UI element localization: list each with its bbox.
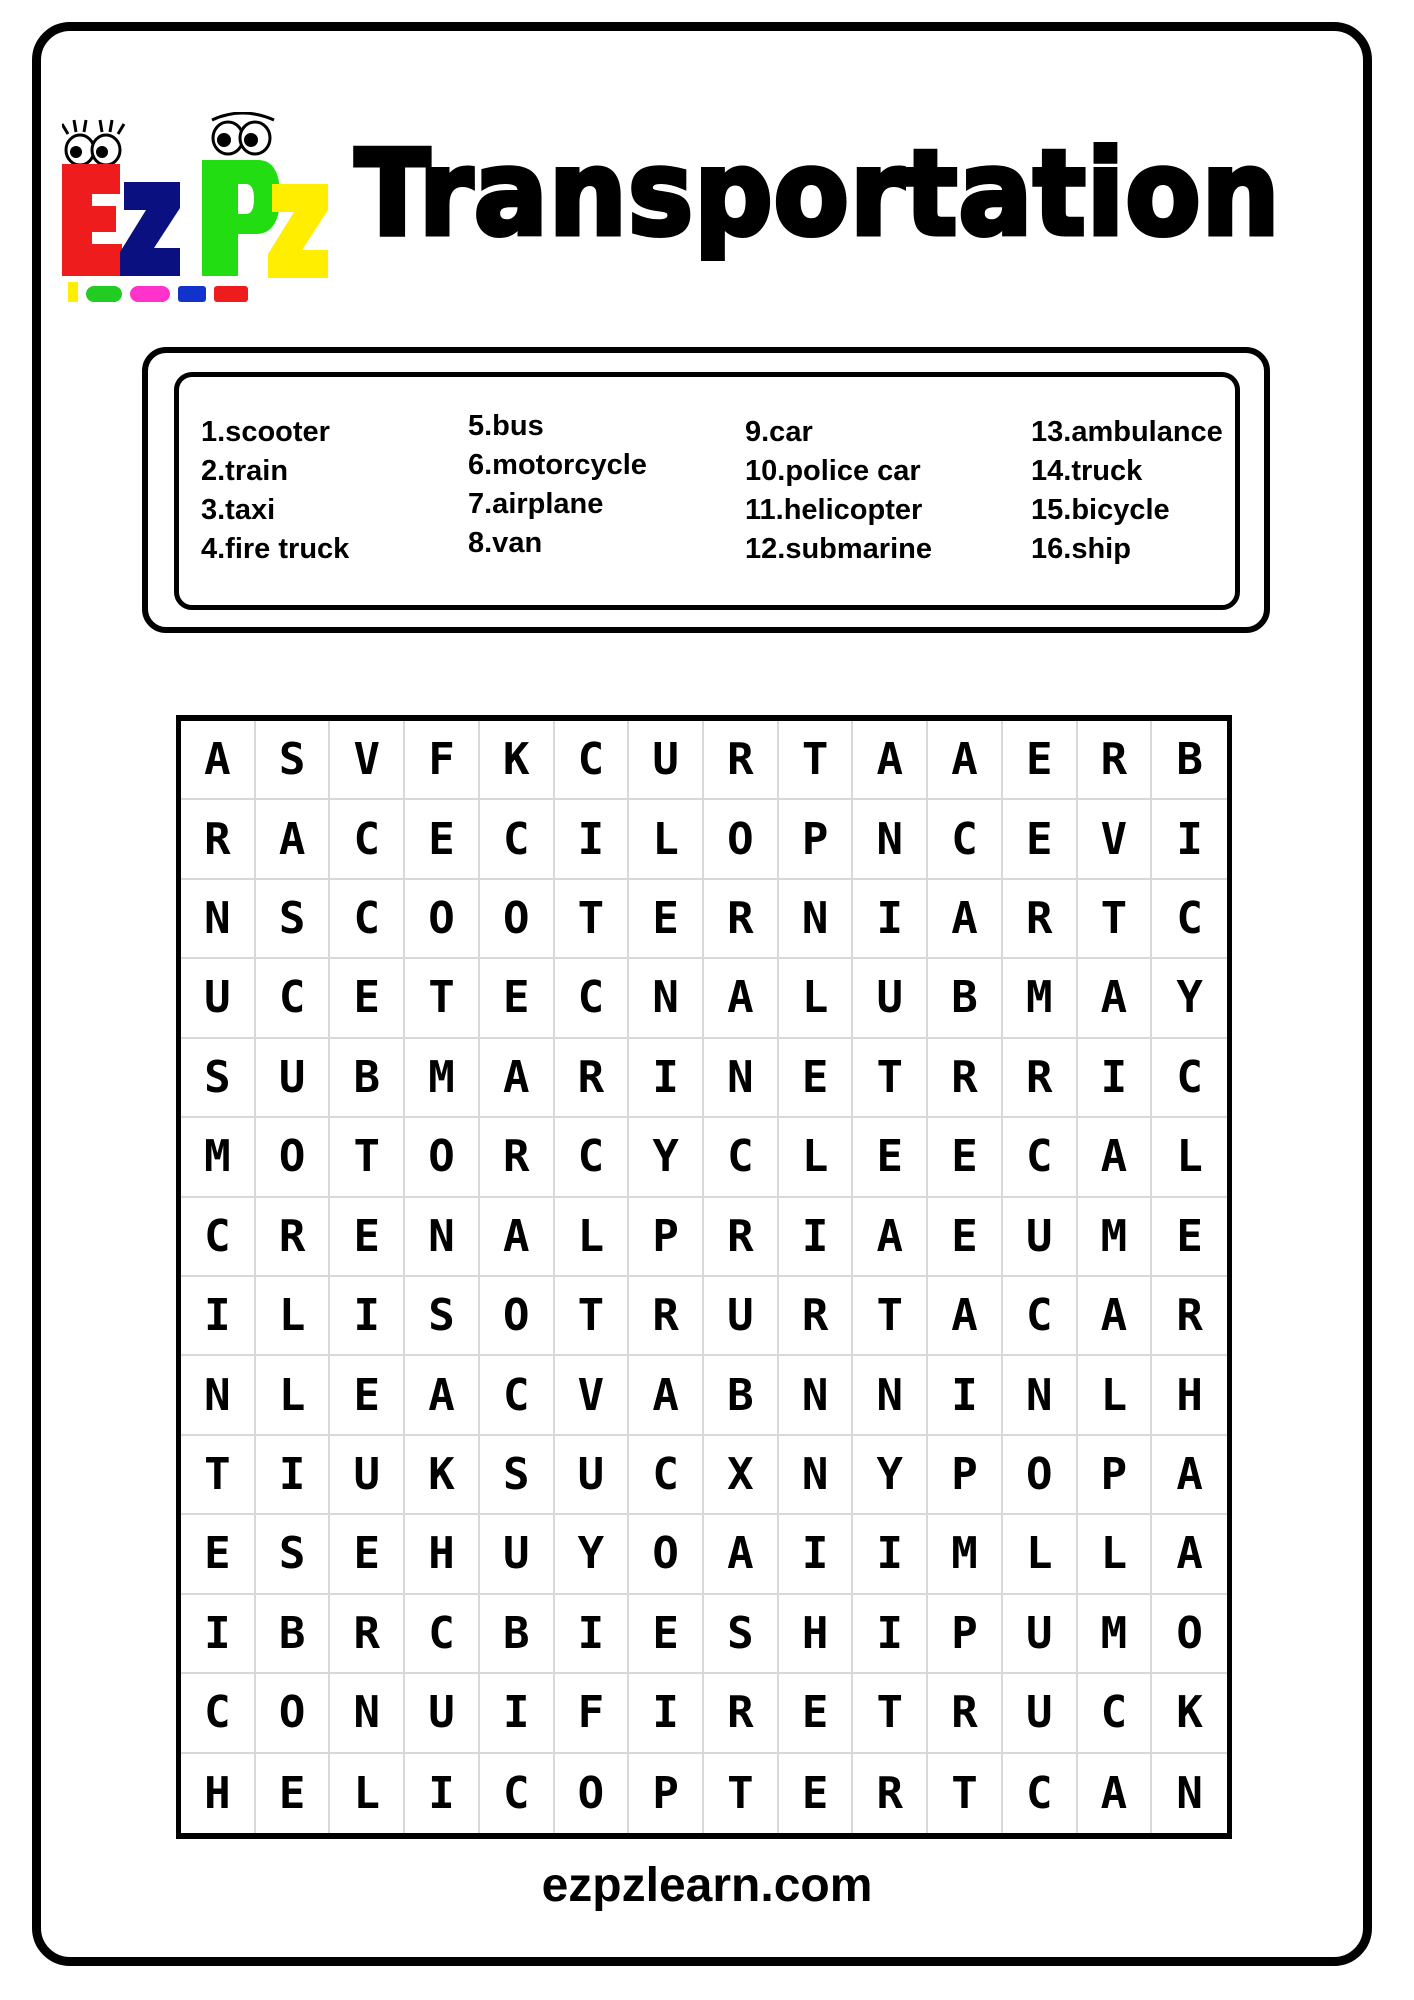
grid-cell[interactable]: R xyxy=(704,880,779,959)
grid-cell[interactable]: I xyxy=(256,1436,331,1515)
grid-cell[interactable]: L xyxy=(779,1118,854,1197)
grid-cell[interactable]: E xyxy=(779,1039,854,1118)
grid-cell[interactable]: R xyxy=(1152,1277,1227,1356)
grid-cell[interactable]: I xyxy=(853,1595,928,1674)
grid-cell[interactable]: U xyxy=(330,1436,405,1515)
word-item: 11.helicopter xyxy=(745,494,923,526)
grid-cell[interactable]: O xyxy=(480,1277,555,1356)
grid-cell[interactable]: E xyxy=(629,1595,704,1674)
grid-cell[interactable]: R xyxy=(1078,721,1153,800)
grid-cell[interactable]: P xyxy=(928,1595,1003,1674)
grid-cell[interactable]: E xyxy=(1003,721,1078,800)
word-item: 9.car xyxy=(745,416,813,448)
grid-cell[interactable]: T xyxy=(853,1277,928,1356)
grid-cell[interactable]: R xyxy=(480,1118,555,1197)
word-list-column-1 xyxy=(201,413,349,569)
grid-cell[interactable]: U xyxy=(405,1674,480,1753)
grid-cell[interactable]: N xyxy=(1003,1356,1078,1435)
grid-cell[interactable]: M xyxy=(181,1118,256,1197)
grid-cell[interactable]: S xyxy=(480,1436,555,1515)
grid-cell[interactable]: E xyxy=(928,1198,1003,1277)
grid-cell[interactable]: K xyxy=(480,721,555,800)
grid-cell[interactable]: A xyxy=(1152,1436,1227,1515)
grid-cell[interactable]: I xyxy=(779,1515,854,1594)
grid-cell[interactable]: Y xyxy=(555,1515,630,1594)
grid-cell[interactable]: C xyxy=(480,1754,555,1833)
grid-cell[interactable]: I xyxy=(1078,1039,1153,1118)
grid-cell[interactable]: R xyxy=(704,721,779,800)
grid-cell[interactable]: C xyxy=(1078,1674,1153,1753)
grid-cell[interactable]: T xyxy=(928,1754,1003,1833)
grid-cell[interactable]: R xyxy=(928,1039,1003,1118)
grid-cell[interactable]: A xyxy=(704,1515,779,1594)
word-list-column-4 xyxy=(1031,413,1223,569)
grid-cell[interactable]: F xyxy=(405,721,480,800)
grid-cell[interactable]: B xyxy=(480,1595,555,1674)
word-item: 10.police car xyxy=(745,455,921,487)
grid-cell[interactable]: N xyxy=(181,880,256,959)
grid-cell[interactable]: R xyxy=(555,1039,630,1118)
grid-cell[interactable]: P xyxy=(629,1198,704,1277)
grid-cell[interactable]: N xyxy=(1176,1767,1203,1819)
grid-cell[interactable]: C xyxy=(330,880,405,959)
grid-cell[interactable]: A xyxy=(1152,1515,1227,1594)
grid-cell[interactable]: S xyxy=(181,1039,256,1118)
grid-cell[interactable]: U xyxy=(181,959,256,1038)
grid-cell[interactable]: E xyxy=(405,800,480,879)
grid-cell[interactable]: C xyxy=(555,721,630,800)
grid-cell[interactable]: R xyxy=(330,1595,405,1674)
grid-cell[interactable]: O xyxy=(555,1754,630,1833)
word-search-grid xyxy=(176,715,1232,1839)
word-item: 1.scooter xyxy=(201,416,330,448)
grid-cell[interactable]: H xyxy=(779,1595,854,1674)
grid-cell[interactable]: P xyxy=(779,800,854,879)
grid-cell[interactable]: K xyxy=(405,1436,480,1515)
grid-cell[interactable]: A xyxy=(704,959,779,1038)
grid-cell[interactable]: O xyxy=(405,1118,480,1197)
grid-cell[interactable]: V xyxy=(555,1356,630,1435)
worksheet-title: Transportation xyxy=(355,124,1281,262)
grid-cell[interactable]: E xyxy=(181,1515,256,1594)
grid-cell[interactable]: X xyxy=(704,1436,779,1515)
grid-cell[interactable]: E xyxy=(928,1118,1003,1197)
grid-cell[interactable]: T xyxy=(405,959,480,1038)
grid-cell[interactable]: S xyxy=(256,721,331,800)
grid-cell[interactable]: E xyxy=(330,1198,405,1277)
grid-cell[interactable]: T xyxy=(181,1436,256,1515)
grid-cell[interactable]: O xyxy=(405,880,480,959)
grid-cell[interactable]: M xyxy=(1078,1595,1153,1674)
grid-cell[interactable]: C xyxy=(480,800,555,879)
grid-cell[interactable]: Y xyxy=(853,1436,928,1515)
grid-cell[interactable]: N xyxy=(853,1356,928,1435)
grid-cell[interactable]: A xyxy=(928,721,1003,800)
grid-cell[interactable]: O xyxy=(704,800,779,879)
grid-cell[interactable]: I xyxy=(480,1674,555,1753)
grid-cell[interactable]: P xyxy=(928,1436,1003,1515)
grid-cell[interactable]: R xyxy=(853,1754,928,1833)
word-item: 6.motorcycle xyxy=(468,449,647,481)
grid-cell[interactable]: L xyxy=(330,1754,405,1833)
grid-cell[interactable]: N xyxy=(704,1039,779,1118)
grid-cell[interactable]: M xyxy=(1078,1198,1153,1277)
grid-cell[interactable]: T xyxy=(853,1674,928,1753)
grid-cell[interactable]: C xyxy=(704,1118,779,1197)
grid-cell[interactable]: N xyxy=(330,1674,405,1753)
grid-cell[interactable]: I xyxy=(853,880,928,959)
grid-cell[interactable]: R xyxy=(256,1198,331,1277)
grid-cell[interactable]: E xyxy=(1003,800,1078,879)
grid-cell[interactable]: M xyxy=(1003,959,1078,1038)
grid-cell[interactable]: B xyxy=(330,1039,405,1118)
grid-cell[interactable]: B xyxy=(928,959,1003,1038)
grid-cell[interactable]: U xyxy=(256,1039,331,1118)
word-item: 2.train xyxy=(201,455,289,487)
website-footer: ezpzlearn.com xyxy=(541,1859,873,1912)
grid-cell[interactable]: C xyxy=(1152,880,1227,959)
grid-cell[interactable]: N xyxy=(629,959,704,1038)
grid-cell[interactable]: E xyxy=(853,1118,928,1197)
grid-cell[interactable]: C xyxy=(480,1356,555,1435)
grid-cell[interactable]: E xyxy=(629,880,704,959)
word-item: 5.bus xyxy=(468,410,544,442)
logo-icon xyxy=(62,112,332,302)
grid-cell[interactable]: I xyxy=(555,800,630,879)
grid-cell[interactable]: E xyxy=(330,1515,405,1594)
grid-cell[interactable]: A xyxy=(405,1356,480,1435)
grid-cell[interactable]: A xyxy=(480,1039,555,1118)
grid-cell[interactable]: I xyxy=(1152,800,1227,879)
grid-cell[interactable]: O xyxy=(1152,1595,1227,1674)
grid-cell[interactable]: R xyxy=(629,1277,704,1356)
grid-cell[interactable]: I xyxy=(629,1039,704,1118)
grid-cell[interactable]: U xyxy=(629,721,704,800)
grid-cell[interactable]: C xyxy=(555,959,630,1038)
grid-cell[interactable]: H xyxy=(405,1515,480,1594)
grid-cell[interactable]: I xyxy=(928,1356,1003,1435)
word-item: 12.submarine xyxy=(745,533,932,565)
grid-cell[interactable]: R xyxy=(928,1674,1003,1753)
grid-cell[interactable]: E xyxy=(330,959,405,1038)
grid-cell[interactable]: L xyxy=(1078,1356,1153,1435)
grid-cell[interactable]: C xyxy=(405,1595,480,1674)
grid-cell[interactable]: N xyxy=(779,1356,854,1435)
grid-cell[interactable]: E xyxy=(779,1674,854,1753)
grid-cell[interactable]: K xyxy=(1152,1674,1227,1753)
grid-cell[interactable]: B xyxy=(1152,721,1227,800)
grid-cell[interactable]: A xyxy=(480,1198,555,1277)
grid-cell[interactable]: S xyxy=(256,1515,331,1594)
grid-cell[interactable]: L xyxy=(256,1356,331,1435)
grid-cell[interactable]: L xyxy=(629,800,704,879)
grid-cell[interactable]: C xyxy=(1003,1754,1078,1833)
grid-cell[interactable]: C xyxy=(181,1198,256,1277)
grid-cell[interactable]: M xyxy=(928,1515,1003,1594)
grid-cell[interactable]: F xyxy=(555,1674,630,1753)
grid-cell[interactable]: I xyxy=(405,1754,480,1833)
grid-cell[interactable]: R xyxy=(704,1198,779,1277)
grid-cell[interactable]: C xyxy=(1003,1277,1078,1356)
word-item: 16.ship xyxy=(1031,533,1131,565)
grid-cell[interactable]: T xyxy=(853,1039,928,1118)
grid-cell[interactable]: R xyxy=(704,1674,779,1753)
grid-cell[interactable]: O xyxy=(480,880,555,959)
grid-cell[interactable]: A xyxy=(1078,1754,1153,1833)
grid-cell[interactable]: I xyxy=(330,1277,405,1356)
grid-cell[interactable]: C xyxy=(256,959,331,1038)
grid-cell[interactable]: A xyxy=(853,721,928,800)
grid-cell[interactable]: B xyxy=(704,1356,779,1435)
grid-cell[interactable]: N xyxy=(181,1356,256,1435)
grid-cell[interactable]: H xyxy=(181,1754,256,1833)
grid-cell[interactable]: H xyxy=(1152,1356,1227,1435)
grid-cell[interactable]: T xyxy=(555,1277,630,1356)
grid-cell[interactable]: I xyxy=(779,1198,854,1277)
grid-cell[interactable]: I xyxy=(555,1595,630,1674)
grid-cell[interactable]: E xyxy=(330,1356,405,1435)
ezpz-learn-logo xyxy=(62,112,332,302)
grid-cell[interactable]: O xyxy=(1003,1436,1078,1515)
grid-cell[interactable]: A xyxy=(853,1198,928,1277)
grid-cell[interactable]: U xyxy=(480,1515,555,1594)
grid-cell[interactable]: A xyxy=(1078,959,1153,1038)
grid-cell[interactable]: T xyxy=(555,880,630,959)
grid-cell[interactable]: E xyxy=(779,1754,854,1833)
word-item: 13.ambulance xyxy=(1031,416,1223,448)
grid-cell[interactable]: A xyxy=(629,1356,704,1435)
grid-cell[interactable]: C xyxy=(555,1118,630,1197)
grid-cell[interactable]: A xyxy=(181,721,256,800)
grid-cell[interactable]: C xyxy=(629,1436,704,1515)
grid-cell[interactable]: A xyxy=(256,800,331,879)
word-item: 3.taxi xyxy=(201,494,276,526)
grid-cell[interactable]: Y xyxy=(1152,959,1227,1038)
grid-cell[interactable]: S xyxy=(704,1595,779,1674)
grid-cell[interactable]: N xyxy=(405,1198,480,1277)
grid-cell[interactable]: R xyxy=(1003,880,1078,959)
grid-cell[interactable]: O xyxy=(256,1118,331,1197)
grid-cell[interactable]: A xyxy=(1078,1277,1153,1356)
grid-cell[interactable]: C xyxy=(181,1674,256,1753)
grid-cell[interactable]: I xyxy=(853,1515,928,1594)
grid-cell[interactable]: U xyxy=(1003,1198,1078,1277)
word-list-column-2 xyxy=(468,407,647,563)
grid-cell[interactable]: U xyxy=(1003,1674,1078,1753)
grid-cell[interactable]: V xyxy=(330,721,405,800)
grid-cell[interactable]: T xyxy=(779,721,854,800)
grid-cell[interactable]: C xyxy=(1003,1118,1078,1197)
grid-cell[interactable]: I xyxy=(181,1277,256,1356)
grid-cell[interactable]: S xyxy=(405,1277,480,1356)
grid-cell[interactable]: C xyxy=(928,800,1003,879)
grid-cell[interactable]: T xyxy=(330,1118,405,1197)
word-item: 7.airplane xyxy=(468,488,604,520)
grid-cell[interactable]: Y xyxy=(629,1118,704,1197)
grid-cell[interactable]: U xyxy=(555,1436,630,1515)
grid-cell[interactable]: T xyxy=(1078,880,1153,959)
grid-cell[interactable]: P xyxy=(629,1754,704,1833)
grid-cell[interactable]: O xyxy=(256,1674,331,1753)
grid-cell[interactable]: O xyxy=(629,1515,704,1594)
grid-cell[interactable]: I xyxy=(181,1595,256,1674)
grid-cell[interactable]: R xyxy=(181,800,256,879)
grid-cell[interactable]: A xyxy=(928,1277,1003,1356)
grid-cell[interactable]: E xyxy=(1152,1198,1227,1277)
grid-cell[interactable]: A xyxy=(928,880,1003,959)
grid-cell[interactable]: A xyxy=(1078,1118,1153,1197)
grid-cell[interactable]: E xyxy=(256,1754,331,1833)
grid-cell[interactable]: V xyxy=(1078,800,1153,879)
grid-cell[interactable]: R xyxy=(1003,1039,1078,1118)
word-item: 4.fire truck xyxy=(201,533,350,565)
grid-cell[interactable]: N xyxy=(779,880,854,959)
grid-cell[interactable]: M xyxy=(405,1039,480,1118)
grid-cell[interactable]: N xyxy=(779,1436,854,1515)
grid-cell[interactable]: U xyxy=(853,959,928,1038)
word-list-column-3 xyxy=(745,413,932,569)
grid-cell[interactable]: N xyxy=(853,800,928,879)
word-item: 8.van xyxy=(468,527,543,559)
grid-cell[interactable]: T xyxy=(704,1754,779,1833)
grid-cell[interactable]: P xyxy=(1078,1436,1153,1515)
grid-cell[interactable]: L xyxy=(256,1277,331,1356)
word-item: 15.bicycle xyxy=(1031,494,1170,526)
grid-cell[interactable]: I xyxy=(629,1674,704,1753)
grid-cell[interactable]: U xyxy=(1003,1595,1078,1674)
grid-cell[interactable]: B xyxy=(256,1595,331,1674)
word-item: 14.truck xyxy=(1031,455,1143,487)
grid-cell[interactable]: U xyxy=(704,1277,779,1356)
grid-cell[interactable]: L xyxy=(1003,1515,1078,1594)
grid-cell[interactable]: S xyxy=(256,880,331,959)
grid-cell[interactable]: C xyxy=(330,800,405,879)
grid-cell[interactable]: C xyxy=(1152,1039,1227,1118)
grid-cell[interactable]: L xyxy=(555,1198,630,1277)
grid-cell[interactable]: E xyxy=(480,959,555,1038)
grid-cell[interactable]: L xyxy=(779,959,854,1038)
grid-cell[interactable]: L xyxy=(1078,1515,1153,1594)
grid-cell[interactable]: R xyxy=(779,1277,854,1356)
grid-cell[interactable]: L xyxy=(1152,1118,1227,1197)
